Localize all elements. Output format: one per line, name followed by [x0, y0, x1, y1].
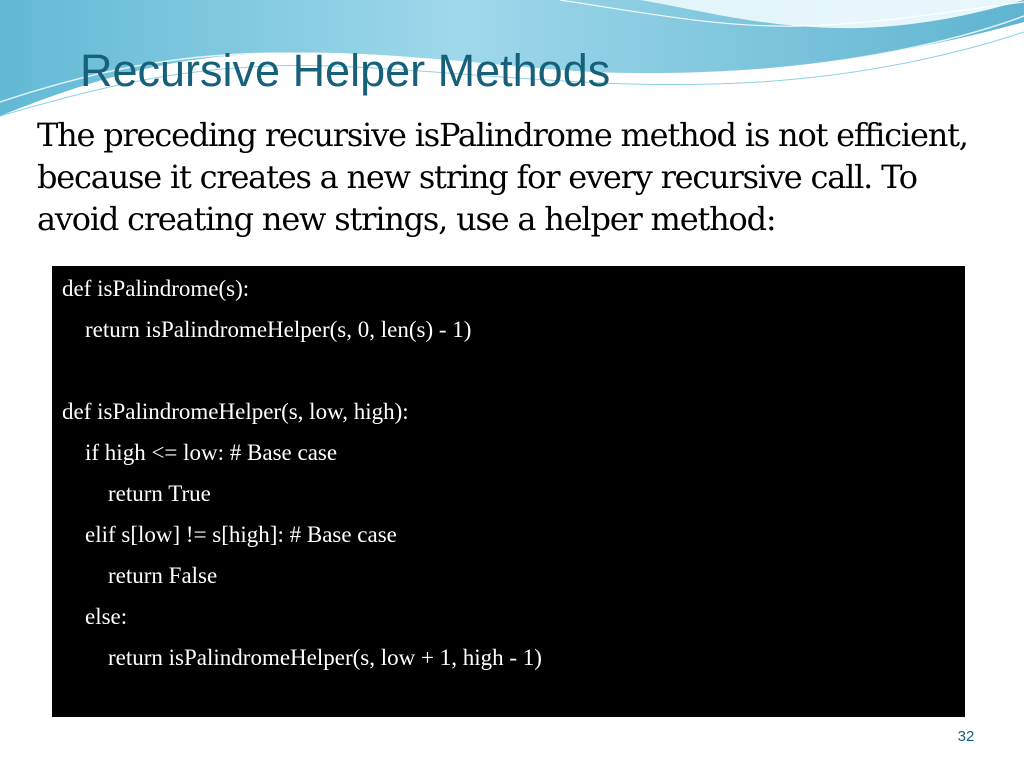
code-line — [62, 356, 955, 397]
code-line: if high <= low: # Base case — [62, 440, 338, 465]
code-line: return False — [62, 563, 218, 588]
page-number: 32 — [957, 728, 975, 745]
code-block — [52, 266, 965, 717]
code-line: return True — [62, 481, 211, 506]
code-line: def isPalindrome(s): — [62, 276, 250, 301]
code-line: elif s[low] != s[high]: # Base case — [62, 522, 397, 547]
code-line: return isPalindromeHelper(s, low + 1, high - 1) — [62, 645, 542, 670]
code-line: else: — [62, 604, 128, 629]
body-paragraph: The preceding recursive isPalindrome method is not efficient, because it creates a new string for every recursive call. To avoid creating new strings, use a helper method: — [37, 116, 968, 238]
code-line: return isPalindromeHelper(s, 0, len(s) - 1) — [62, 317, 472, 342]
slide-title: Recursive Helper Methods — [80, 45, 611, 96]
code-line: def isPalindromeHelper(s, low, high): — [62, 399, 409, 424]
